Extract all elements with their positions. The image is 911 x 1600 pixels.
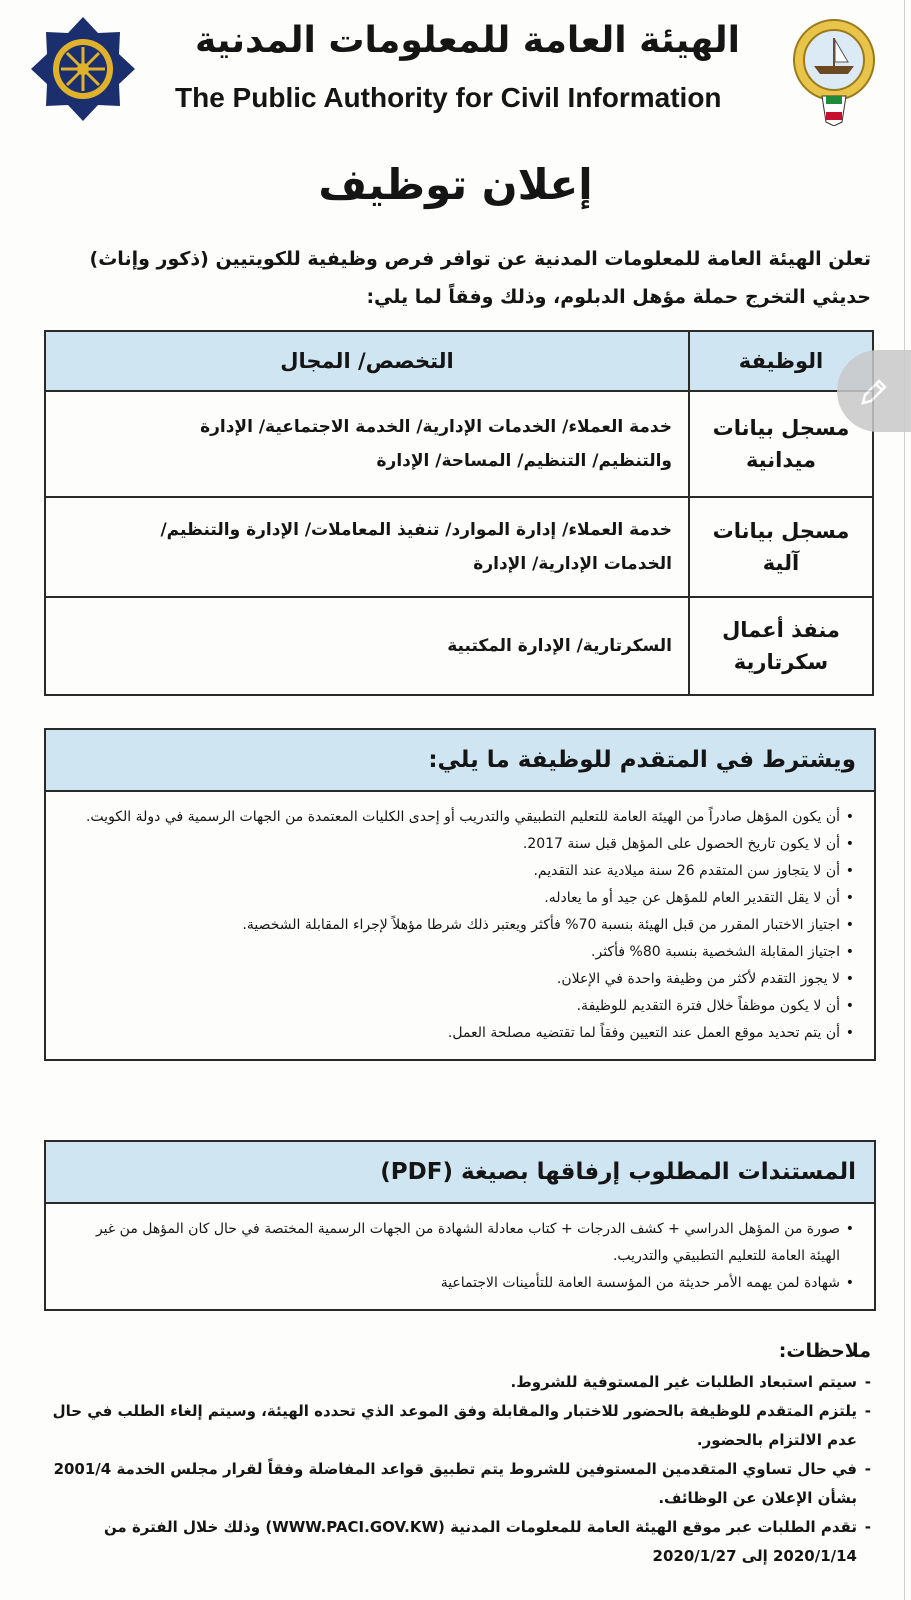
application-note-suffix: وذلك خلال الفترة من 2020/1/14 إلى 2020/1/27 xyxy=(103,1518,857,1565)
job-title-line: آلية xyxy=(762,551,800,575)
list-item: • أن لا يقل التقدير العام للمؤهل عن جيد أو ما يعادله. xyxy=(64,885,854,912)
specialization-line: خدمة العملاء/ الخدمات الإدارية/ الخدمة الاجتماعية/ الإدارة xyxy=(200,417,672,437)
documents-box xyxy=(44,1140,876,1311)
requirements-box xyxy=(44,728,876,1061)
screen-edge-divider xyxy=(904,0,905,1600)
requirements-list xyxy=(46,792,874,1059)
specialization-line: الخدمات الإدارية/ الإدارة xyxy=(473,554,672,574)
list-item xyxy=(36,1513,871,1571)
job-title-cell xyxy=(689,597,873,695)
table-row xyxy=(45,497,873,597)
org-name-arabic: الهيئة العامة للمعلومات المدنية xyxy=(194,20,740,61)
table-header-row xyxy=(45,331,873,391)
column-header-job: الوظيفة xyxy=(689,331,873,391)
specialization-line: خدمة العملاء/ إدارة الموارد/ تنفيذ المعاملات/ الإدارة والتنظيم/ xyxy=(160,520,672,540)
list-item: • أن يتم تحديد موقع العمل عند التعيين وفقاً لما تقتضيه مصلحة العمل. xyxy=(64,1020,854,1047)
documents-list xyxy=(46,1204,874,1309)
page-title: إعلان توظيف xyxy=(318,160,593,209)
list-item: • صورة من المؤهل الدراسي + كشف الدرجات + كتاب معادلة الشهادة من الجهات الرسمية المختصة في حال كان المؤهل من غير الهيئة العامة للتعليم التطبيقي والتدريب. xyxy=(64,1216,854,1270)
specialization-line: السكرتارية/ الإدارة المكتبية xyxy=(447,636,672,656)
job-title-line: سكرتارية xyxy=(733,650,829,674)
jobs-table xyxy=(44,330,874,696)
specialization-cell xyxy=(45,597,689,695)
specialization-cell xyxy=(45,391,689,497)
documents-title: المستندات المطلوب إرفاقها بصيغة (PDF) xyxy=(46,1142,874,1204)
paci-star-emblem-icon xyxy=(28,14,138,124)
list-item: • اجتياز الاختبار المقرر من قبل الهيئة بنسبة 70% فأكثر ويعتبر ذلك شرطا مؤهلاً لإجراء المقابلة الشخصية. xyxy=(64,912,854,939)
pencil-edit-icon xyxy=(857,375,891,409)
list-item: • أن لا يتجاوز سن المتقدم 26 سنة ميلادية عند التقديم. xyxy=(64,858,854,885)
job-title-line: منفذ أعمال xyxy=(722,618,840,642)
list-item: - سيتم استبعاد الطلبات غير المستوفية للشروط. xyxy=(36,1368,871,1397)
specialization-cell xyxy=(45,497,689,597)
intro-paragraph xyxy=(41,240,871,316)
table-row xyxy=(45,597,873,695)
edit-button[interactable] xyxy=(837,350,911,432)
column-header-spec: التخصص/ المجال xyxy=(45,331,689,391)
kuwait-emblem-icon xyxy=(786,16,882,126)
list-item: - يلتزم المتقدم للوظيفة بالحضور للاختبار والمقابلة وفق الموعد الذي تحدده الهيئة، وسيتم إلغاء الطلب في حال عدم الالتزام بالحضور. xyxy=(36,1397,871,1455)
list-item: • أن يكون المؤهل صادراً من الهيئة العامة للتعليم التطبيقي والتدريب أو إحدى الكليات المعتمدة من الجهات الرسمية في دولة الكويت. xyxy=(64,804,854,831)
job-title-line: مسجل بيانات xyxy=(712,519,850,543)
table-row xyxy=(45,391,873,497)
application-note-prefix: تقدم الطلبات عبر موقع الهيئة العامة للمعلومات المدنية xyxy=(450,1518,857,1536)
intro-line-2: حديثي التخرج حملة مؤهل الدبلوم، وذلك وفقاً لما يلي: xyxy=(366,286,871,308)
list-item: • أن لا يكون موظفاً خلال فترة التقديم للوظيفة. xyxy=(64,993,854,1020)
list-item: • شهادة لمن يهمه الأمر حديثة من المؤسسة العامة للتأمينات الاجتماعية xyxy=(64,1270,854,1297)
specialization-line: والتنظيم/ التنظيم/ المساحة/ الإدارة xyxy=(376,451,672,471)
list-item: • لا يجوز التقدم لأكثر من وظيفة واحدة في الإعلان. xyxy=(64,966,854,993)
list-item: • أن لا يكون تاريخ الحصول على المؤهل قبل سنة 2017. xyxy=(64,831,854,858)
list-item: • اجتياز المقابلة الشخصية بنسبة 80% فأكثر. xyxy=(64,939,854,966)
notes-title: ملاحظات: xyxy=(778,1340,871,1362)
list-item: - في حال تساوي المتقدمين المستوفين للشروط يتم تطبيق قواعد المفاضلة وفقاً لقرار مجلس الخدمة 2001/4 بشأن الإعلان عن الوظائف. xyxy=(36,1455,871,1513)
header xyxy=(20,10,890,130)
requirements-title: ويشترط في المتقدم للوظيفة ما يلي: xyxy=(46,730,874,792)
notes-list xyxy=(36,1368,871,1571)
job-title-line: ميدانية xyxy=(745,448,817,472)
org-name-english: The Public Authority for Civil Information xyxy=(175,82,722,113)
website-link[interactable]: (WWW.PACI.GOV.KW) xyxy=(265,1518,445,1536)
job-title-cell xyxy=(689,497,873,597)
notes-section xyxy=(36,1340,871,1571)
job-title-line: مسجل بيانات xyxy=(712,416,850,440)
intro-line-1: تعلن الهيئة العامة للمعلومات المدنية عن توافر فرص وظيفية للكويتيين (ذكور وإناث) xyxy=(89,248,871,270)
